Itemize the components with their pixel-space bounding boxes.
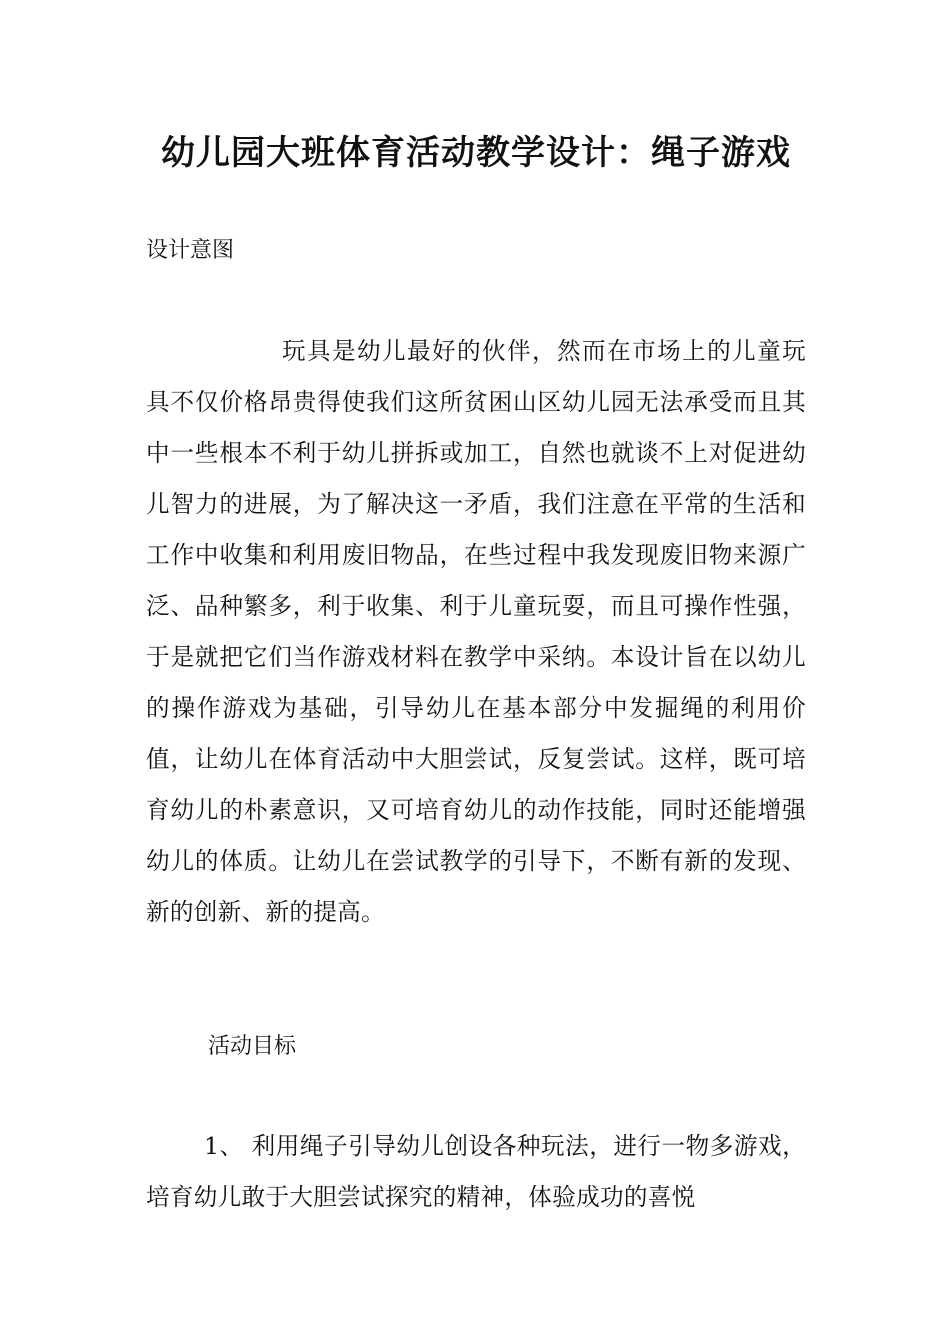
document-title: 幼儿园大班体育活动教学设计：绳子游戏 xyxy=(161,133,791,173)
section-heading-activity-goals: 活动目标 xyxy=(208,1034,297,1059)
intro-paragraph: 玩具是幼儿最好的伙伴，然而在市场上的儿童玩具不仅价格昂贵得使我们这所贫困山区幼儿园无法承受而且其中一些根本不利于幼儿拼拆或加工，自然也就谈不上对促进幼儿智力的进展，为了解决这一矛盾，我们注意在平常的生活和工作中收集和利用废旧物品，在些过程中我发现废旧物来源广泛、品种繁多，利于收集、利于儿童玩耍，而且可操作性强，于是就把它们当作游戏材料在教学中采纳。本设计旨在以幼儿的操作游戏为基础，引导幼儿在基本部分中发掘绳的利用价值，让幼儿在体育活动中大胆尝试，反复尝试。这样，既可培育幼儿的朴素意识，又可培育幼儿的动作技能，同时还能增强幼儿的体质。让幼儿在尝试教学的引导下，不断有新的发现、新的创新、新的提高。 xyxy=(146,337,806,926)
goal-item-1: 1、 利用绳子引导幼儿创设各种玩法，进行一物多游戏，培育幼儿敢于大胆尝试探究的精神，体验成功的喜悦 xyxy=(146,1132,806,1211)
section-heading-design-intent: 设计意图 xyxy=(146,238,235,263)
